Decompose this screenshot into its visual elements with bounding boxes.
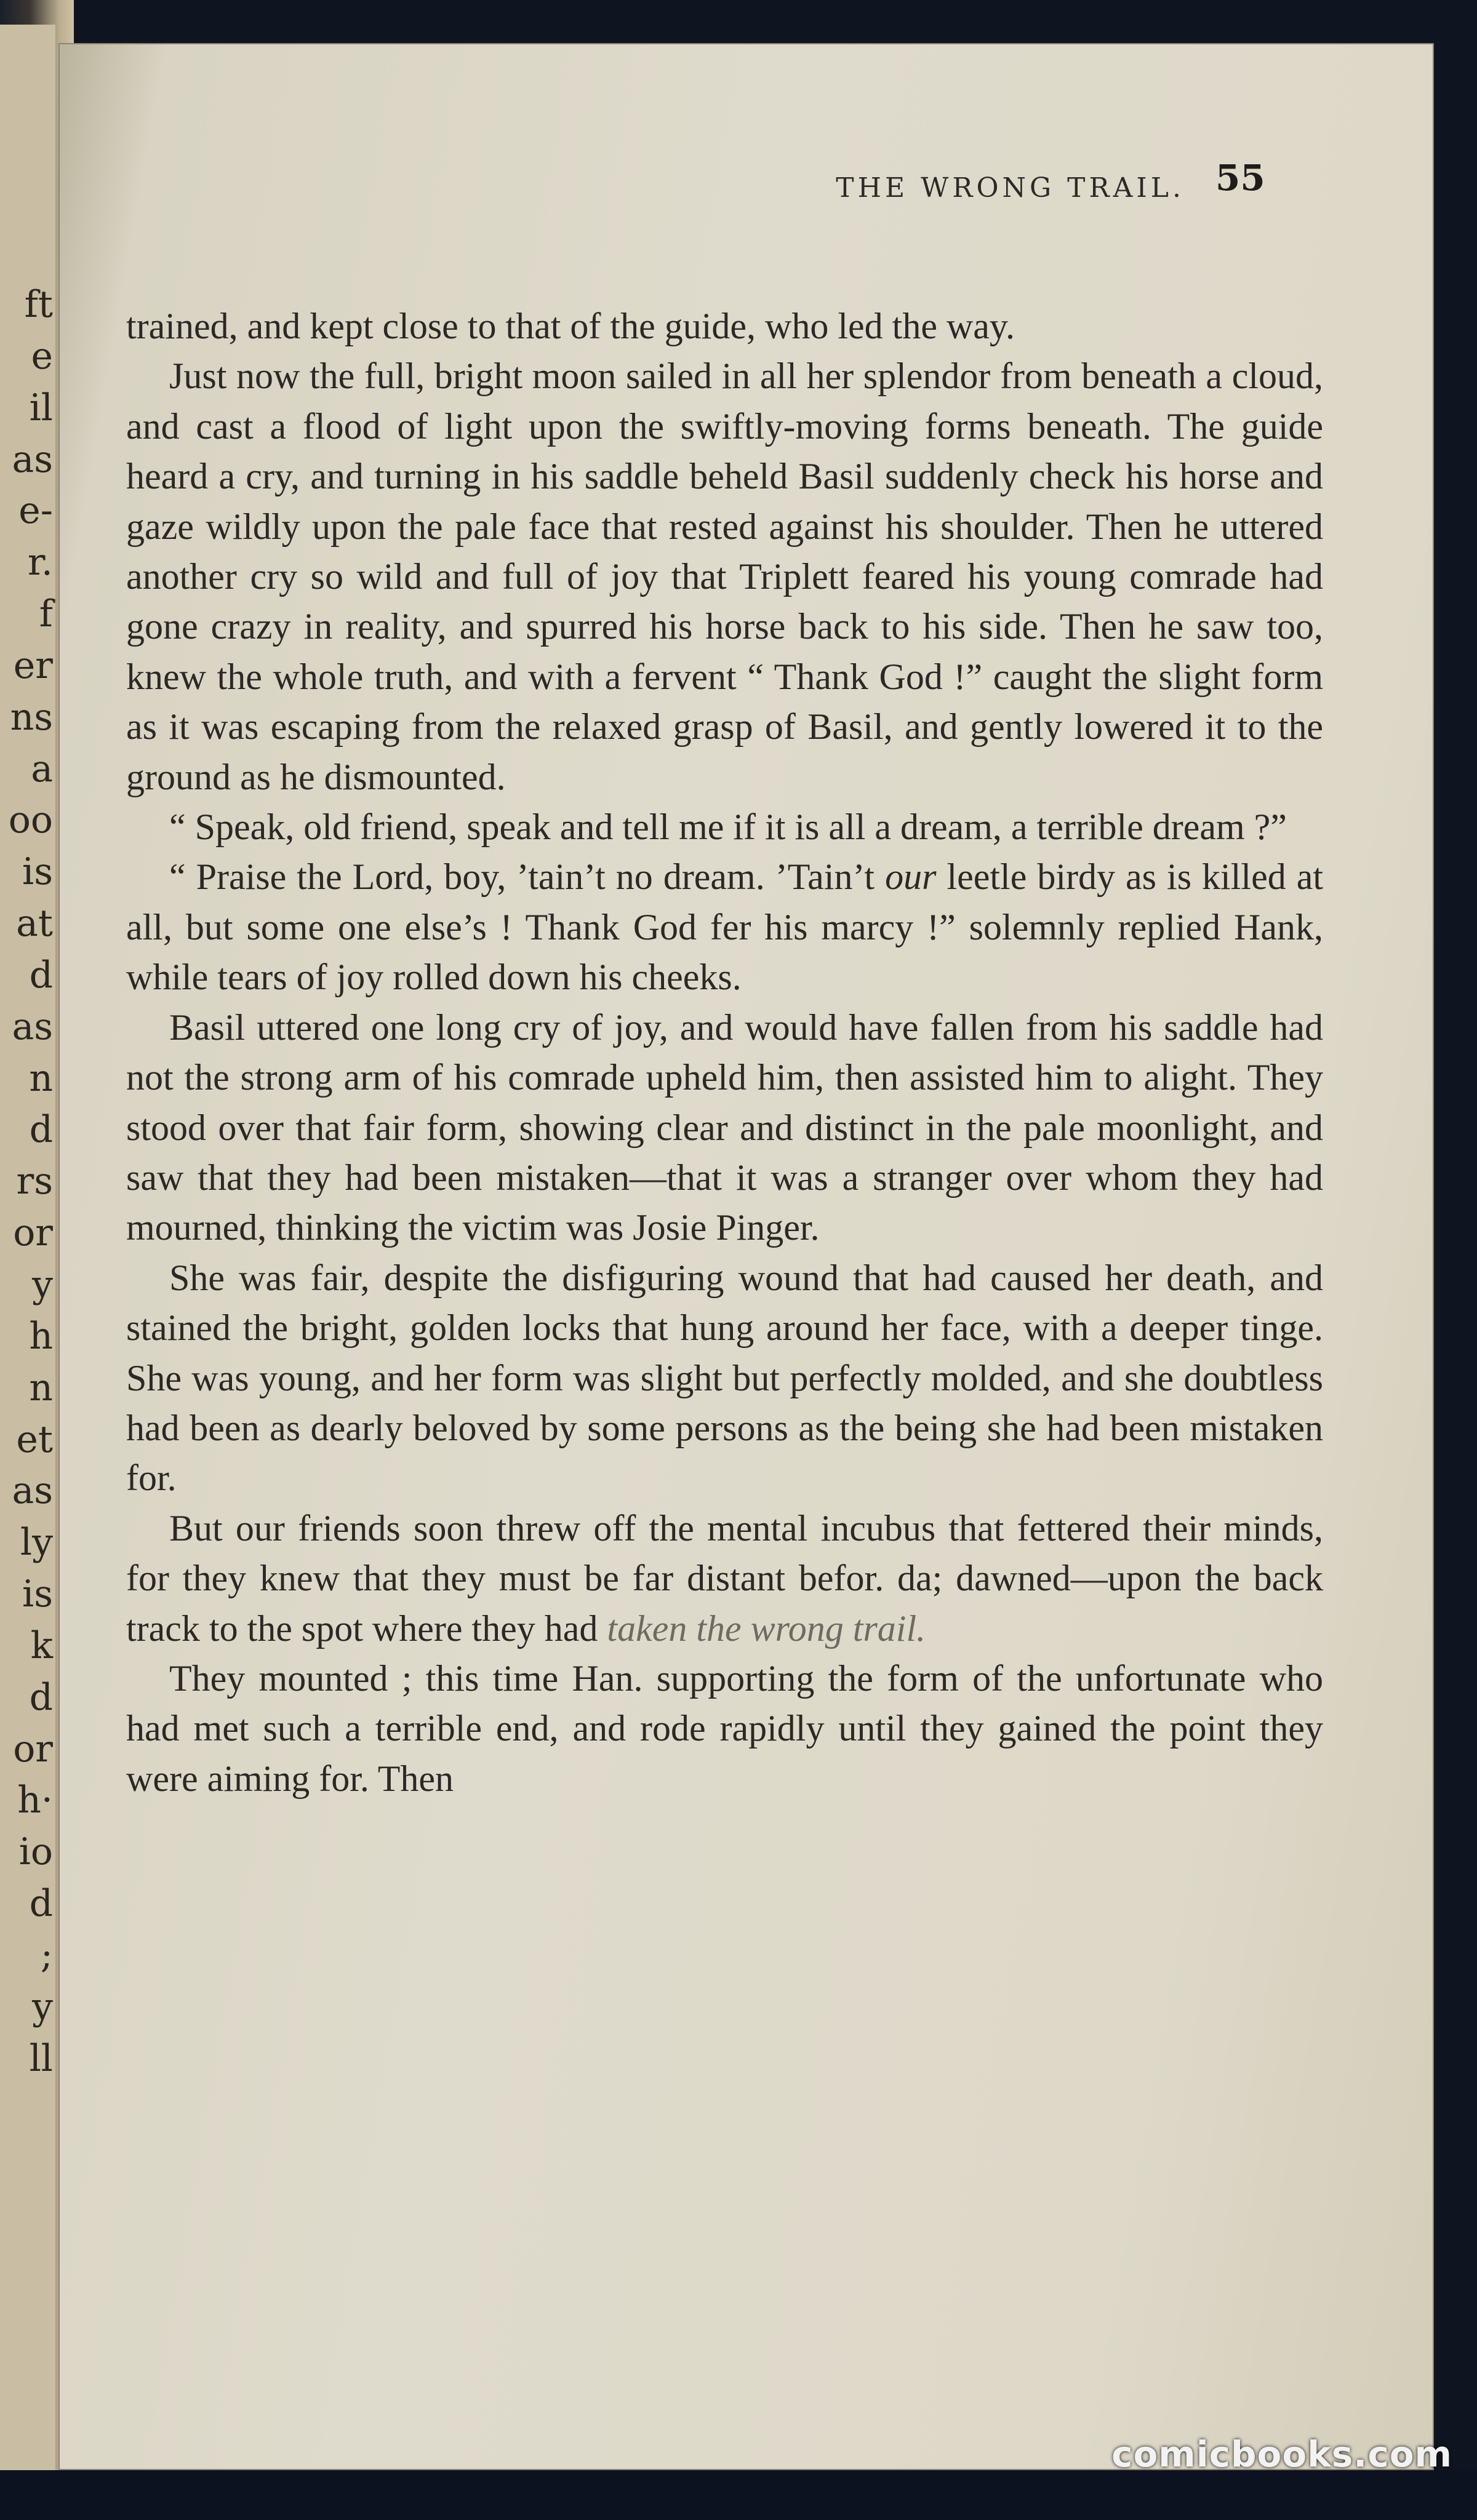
margin-fragment: rs xyxy=(16,1160,53,1203)
margin-fragment: r. xyxy=(27,541,53,584)
previous-page-edge xyxy=(0,25,55,2473)
margin-fragment: d xyxy=(29,1108,53,1152)
paragraph-4: “ Praise the Lord, boy, ’tain’t no dream. ’Tain’t our leetle birdy as is killed at all, but some one else’s ! Thank God fer his marcy !” solemnly replied Hank, while tears of joy rolled down his cheeks. xyxy=(126,856,1324,998)
margin-fragment: h· xyxy=(17,1779,53,1822)
paragraph-7: But our friends soon threw off the mental incubus that fettered their minds, for they knew that they must be far distant befor. da; dawned—upon the back track to the spot where they had taken the wrong trail. xyxy=(126,1507,1323,1649)
margin-fragment: as xyxy=(12,1005,53,1048)
margin-fragment: is xyxy=(22,1573,53,1616)
paragraph-6: She was fair, despite the disfiguring wound that had caused her death, and stained the bright, golden locks that hung around her face, with a deeper tinge. She was young, and her form was slight but perfectly molded, and she doubtless had been as dearly beloved by some persons as the being she had been mistaken for. xyxy=(126,1257,1323,1499)
margin-fragment: k xyxy=(30,1624,53,1667)
margin-fragment: as xyxy=(12,437,53,481)
margin-fragment: a xyxy=(31,747,53,791)
paragraph-2: Just now the full, bright moon sailed in all her splendor from beneath a cloud, and cast a flood of light upon the swiftly-moving forms beneath. The guide heard a cry, and turning in his saddle beheld Basil suddenly check his horse and gaze wildly upon the pale face that rested against his shoulder. Then he uttered another cry so wild and full of joy that Triplett feared his young comrade had gone crazy in reality, and spurred his horse back to his side. Then he saw too, knew the whole truth, and with a fervent “ Thank God !” caught the slight form as it was escaping from the relaxed grasp of Basil, and gently lowered it to the ground as he dismounted. xyxy=(126,356,1323,797)
margin-fragment: ft xyxy=(24,283,53,326)
margin-fragment: as xyxy=(12,1469,53,1513)
margin-fragment: io xyxy=(18,1830,53,1874)
margin-fragment: y xyxy=(32,1262,53,1306)
book-page xyxy=(58,43,1434,2470)
margin-fragment: d xyxy=(29,953,53,997)
margin-fragment: or xyxy=(13,1727,53,1771)
margin-fragment: n xyxy=(29,1366,53,1410)
watermark: comicbooks.com xyxy=(1111,2433,1452,2475)
margin-fragment: is xyxy=(22,850,53,894)
margin-fragment: et xyxy=(16,1418,53,1461)
running-head: THE WRONG TRAIL. xyxy=(836,172,1185,204)
margin-fragment: er xyxy=(13,644,53,687)
margin-fragment: f xyxy=(39,592,53,636)
margin-fragment: oo xyxy=(8,799,53,842)
margin-fragment: ll xyxy=(29,2036,53,2080)
margin-fragment: or xyxy=(13,1211,53,1255)
margin-fragment: n xyxy=(29,1056,53,1100)
margin-fragment: d xyxy=(29,1882,53,1926)
margin-fragment: ; xyxy=(40,1933,53,1977)
paragraph-1: trained, and kept close to that of the guide, who led the way. xyxy=(126,306,1015,346)
margin-fragment: e xyxy=(31,334,53,378)
scan-bottom-band xyxy=(0,2470,1477,2520)
paragraph-8: They mounted ; this time Han. supporting the form of the unfortunate who had met such a terrible end, and rode rapidly until they gained the point they were aiming for. Then xyxy=(126,1657,1323,1799)
margin-fragment: il xyxy=(29,386,53,429)
body-text xyxy=(126,301,1323,1804)
margin-fragment: h xyxy=(29,1314,53,1358)
margin-fragment: ns xyxy=(10,695,53,739)
paragraph-3: “ Speak, old friend, speak and tell me if it is all a dream, a terrible dream ?” xyxy=(169,807,1287,848)
margin-fragment: e- xyxy=(18,489,53,533)
margin-fragment: at xyxy=(16,902,53,946)
margin-fragment: y xyxy=(32,1985,53,2028)
margin-fragment: d xyxy=(29,1675,53,1719)
margin-fragment: ly xyxy=(20,1521,53,1565)
page-number: 55 xyxy=(1215,157,1265,199)
paragraph-5: Basil uttered one long cry of joy, and would have fallen from his saddle had not the strong arm of his comrade upheld him, then assisted him to alight. They stood over that fair form, showing clear and distinct in the pale moonlight, and saw that they had been mistaken—that it was a stranger over whom they had mourned, thinking the victim was Josie Pinger. xyxy=(126,1007,1323,1248)
